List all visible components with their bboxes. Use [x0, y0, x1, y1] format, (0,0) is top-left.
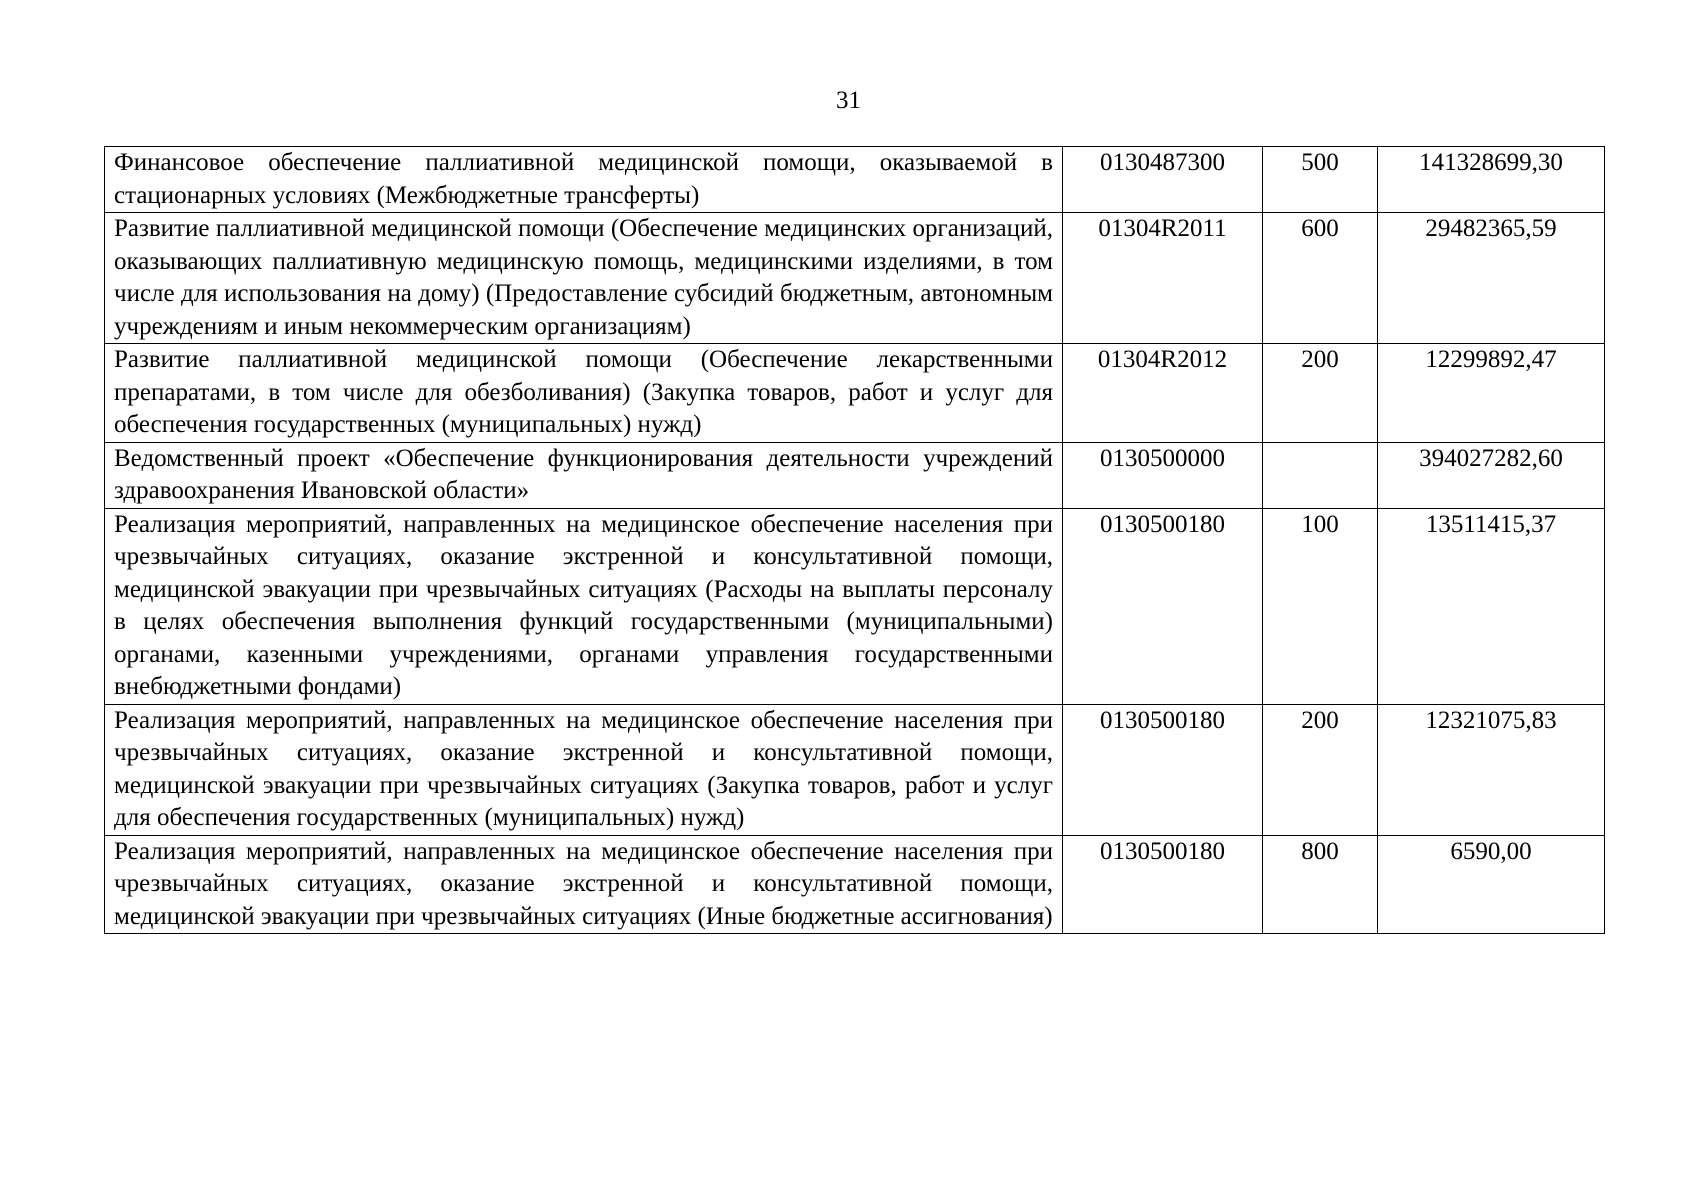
target-article-code: 0130500180: [1063, 835, 1263, 934]
table-row: [105, 835, 1605, 934]
target-article-code: 0130500180: [1063, 704, 1263, 835]
table-row: [105, 213, 1605, 344]
expense-description: Ведомственный проект «Обеспечение функционирования деятельности учреждений здравоохранения Ивановской области»: [105, 442, 1063, 508]
expense-type-code: 800: [1263, 835, 1378, 934]
expense-type-code: 500: [1263, 147, 1378, 213]
table-row: [105, 147, 1605, 213]
expense-description: Развитие паллиативной медицинской помощи (Обеспечение лекарственными препаратами, в том числе для обезболивания) (Закупка товаров, работ и услуг для обеспечения государственных (муниципальных) нужд): [105, 344, 1063, 443]
expense-type-code: [1263, 442, 1378, 508]
expense-type-code: 200: [1263, 344, 1378, 443]
target-article-code: 01304R2011: [1063, 213, 1263, 344]
expense-description: Реализация мероприятий, направленных на медицинское обеспечение населения при чрезвычайных ситуациях, оказание экстренной и консультативной помощи, медицинской эвакуации при чрезвычайных ситуациях (Расходы на выплаты персоналу в целях обеспечения выполнения функций государственными (муниципальными) органами, казенными учреждениями, органами управления государственными внебюджетными фондами): [105, 508, 1063, 704]
target-article-code: 01304R2012: [1063, 344, 1263, 443]
amount-value: 394027282,60: [1378, 442, 1605, 508]
expense-description: Развитие паллиативной медицинской помощи (Обеспечение медицинских организаций, оказывающих паллиативную медицинскую помощь, медицинскими изделиями, в том числе для использования на дому) (Предоставление субсидий бюджетным, автономным учреждениям и иным некоммерческим организациям): [105, 213, 1063, 344]
expense-type-code: 600: [1263, 213, 1378, 344]
target-article-code: 0130500180: [1063, 508, 1263, 704]
target-article-code: 0130500000: [1063, 442, 1263, 508]
expense-type-code: 200: [1263, 704, 1378, 835]
table-row: [105, 704, 1605, 835]
expense-type-code: 100: [1263, 508, 1378, 704]
amount-value: 6590,00: [1378, 835, 1605, 934]
amount-value: 29482365,59: [1378, 213, 1605, 344]
expense-description: Реализация мероприятий, направленных на медицинское обеспечение населения при чрезвычайных ситуациях, оказание экстренной и консультативной помощи, медицинской эвакуации при чрезвычайных ситуациях (Иные бюджетные ассигнования): [105, 835, 1063, 934]
budget-table: [104, 146, 1605, 934]
table-row: [105, 508, 1605, 704]
expense-description: Реализация мероприятий, направленных на медицинское обеспечение населения при чрезвычайных ситуациях, оказание экстренной и консультативной помощи, медицинской эвакуации при чрезвычайных ситуациях (Закупка товаров, работ и услуг для обеспечения государственных (муниципальных) нужд): [105, 704, 1063, 835]
expense-description: Финансовое обеспечение паллиативной медицинской помощи, оказываемой в стационарных условиях (Межбюджетные трансферты): [105, 147, 1063, 213]
amount-value: 12299892,47: [1378, 344, 1605, 443]
amount-value: 12321075,83: [1378, 704, 1605, 835]
amount-value: 141328699,30: [1378, 147, 1605, 213]
amount-value: 13511415,37: [1378, 508, 1605, 704]
target-article-code: 0130487300: [1063, 147, 1263, 213]
table-row: [105, 344, 1605, 443]
page-number: 31: [836, 87, 861, 114]
table-row: [105, 442, 1605, 508]
